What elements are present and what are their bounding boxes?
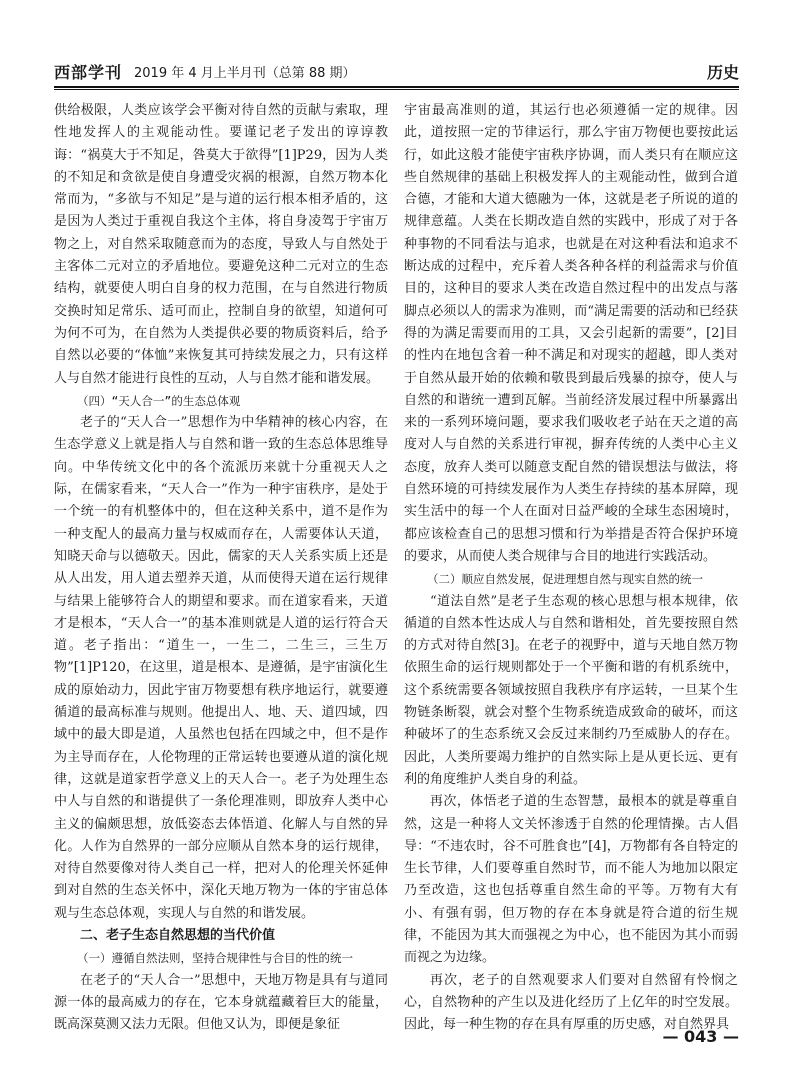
section-label: 历史 [706,63,739,82]
right-column [404,100,738,1036]
journal-masthead: 西部学刊 [54,63,123,82]
left-column [54,100,388,1036]
paragraph-continued: 供给极限，人类应该学会平衡对待自然的贡献与索取，理性地发挥人的主观能动性。要谨记老子发出的谆谆教诲：“祸莫大于不知足，咎莫大于欲得”[1]P29，因为人类的不知足和贪欲是使自身遭受灾祸的根源，自然万物本化常而为，“多欲与不知足”是与道的运行根本相矛盾的，这是因为人类过于重视自我这个主体，将自身凌驾于宇宙万物之上，对自然采取随意而为的态度，导致人与自然处于主客体二元对立的矛盾地位。要避免这种二元对立的生态结构，就要使人明白自身的权力范围，在与自然进行物质交换时知足常乐、适可而止，控制自身的欲望，知道何可为何不可为，在自然为人类提供必要的物质资料后，给予自然以必要的“体恤”来恢复其可持续发展之力，只有这样人与自然才能进行良性的互动，人与自然才能和谐发展。 [54,103,388,386]
paragraph-continued: 宇宙最高准则的道，其运行也必须遵循一定的规律。因此，道按照一定的节律运行，那么宇宙万物便也要按此运行，如此这般才能使宇宙秩序协调，而人类只有在顺应这些自然规律的基础上积极发挥人的主观能动性，做到合道合德，才能和大道大德融为一体，这就是老子所说的道的规律意蕴。人类在长期改造自然的实践中，形成了对于各种事物的不同看法与追求，也就是在对这种看法和追求不断达成的过程中，充斥着人类各种各样的利益需求与价值目的，这种目的要求人类在改造自然过程中的出发点与落脚点必须以人的需求为准则，而“满足需要的活动和已经获得的为满足需要而用的工具，又会引起新的需要”，[2]目的性内在地包含着一种不满足和对现实的超越，即人类对于自然从最开始的依赖和敬畏到最后残暴的掠夺，使人与自然的和谐统一遭到瓦解。当前经济发展过程中所暴露出来的一系列环境问题，要求我们吸收老子站在天之道的高度对人与自然的关系进行审视，摒弃传统的人类中心主义态度，放弃人类可以随意支配自然的错误想法与做法，将自然环境的可持续发展作为人类生存持续的基本屏障，现实生活中的每一个人在面对日益严峻的全球生态困境时，都应该检查自己的思想习惯和行为举措是否符合保护环境的要求，从而使人类合规律与合目的地进行实践活动。 [404,103,738,564]
subsection-heading: （一）遵循自然法则，坚持合规律性与合目的性的统一 [77,951,353,966]
page-number: — 043 — [662,1027,739,1046]
subsection-heading: （二）顺应自然发展，促进理想自然与现实自然的统一 [427,572,703,587]
subsection-heading: （四）“天人合一”的生态总体观 [77,393,241,408]
paragraph: 再次，体悟老子道的生态智慧，最根本的就是尊重自然，这是一种将人文关怀渗透于自然的伦理情操。古人倡导：“不违农时，谷不可胜食也”[4]，万物都有各自特定的生长节律，人们要尊重自然时节，而不能人为地加以限定乃至改造，这也包括尊重自然生命的平等。万物有大有小、有强有弱，但万物的存在本身就是符合道的衍生规律，不能因为其大而强视之为中心，也不能因为其小而弱而视之为边缘。 [404,794,738,966]
paragraph: “道法自然”是老子生态观的核心思想与根本规律，依循道的自然本性达成人与自然和谐相处，首先要按照自然的方式对待自然[3]。在老子的视野中，道与天地自然万物依照生命的运行规则都处于一个平衡和谐的有机系统中，这个系统需要各领域按照自我秩序有序运转，一旦某个生物链条断裂，就会对整个生物系统造成致命的破坏，而这种破坏了的生态系统又会反过来制约乃至威胁人的存在。因此，人类所要竭力维护的自然实际上是从更长远、更有利的角度维护人类自身的利益。 [404,593,738,787]
paragraph: 再次，老子的自然观要求人们要对自然留有怜悯之心，自然物种的产生以及进化经历了上亿年的时空发展。因此，每一种生物的存在具有厚重的历史感，对自然界具 [404,972,738,1033]
paragraph: 在老子的“天人合一”思想中，天地万物是具有与道同源一体的最高威力的存在，它本身就蕴藏着巨大的能量，既高深莫测又法力无限。但他又认为，即便是象征 [54,972,388,1033]
header-rule [54,86,739,88]
paragraph: 老子的“天人合一”思想作为中华精神的核心内容，在生态学意义上就是指人与自然和谐一致的生态总体思维导向。中华传统文化中的各个流派历来就十分重视天人之际，在儒家看来，“天人合一”作为一种宇宙秩序，是处于一个统一的有机整体中的，但在这种关系中，道不是作为一种支配人的最高力量与权威而存在，人需要体认天道，知晓天命与以德敬天。因此，儒家的天人关系实质上还是从人出发，用人道去塑养天道，从而使得天道在运行规律与结果上能够符合人的期望和要求。而在道家看来，天道才是根本，“天人合一”的基本准则就是人道的运行符合天道。老子指出：“道生一，一生二，二生三，三生万物”[1]P120，在这里，道是根本、是遵循，是宇宙演化生成的原始动力，因此宇宙万物要想有秩序地运行，就要遵循道的最高标准与规则。他提出人、地、天、道四域，四域中的最大即是道，人虽然也包括在四域之中，但不是作为主导而存在，人伦物理的正常运转也要遵从道的演化规律，这就是道家哲学意义上的天人合一。老子为处理生态中人与自然的和谐提供了一条伦理准则，即放弃人类中心主义的偏颇思想，放低姿态去体悟道、化解人与自然的异化。人作为自然界的一部分应顺从自然本身的运行规律，对待自然要像对待人类自己一样，把对人的伦理关怀延伸到对自然的生态关怀中，深化天地万物为一体的宇宙总体观与生态总体观，实现人与自然的和谐发展。 [54,415,388,921]
header-rule-thin [54,89,739,90]
running-header [54,58,739,84]
section-heading: 二、老子生态自然思想的当代价值 [80,927,276,943]
issue-info: 2019 年 4 月上半月刊（总第 88 期） [134,66,356,81]
